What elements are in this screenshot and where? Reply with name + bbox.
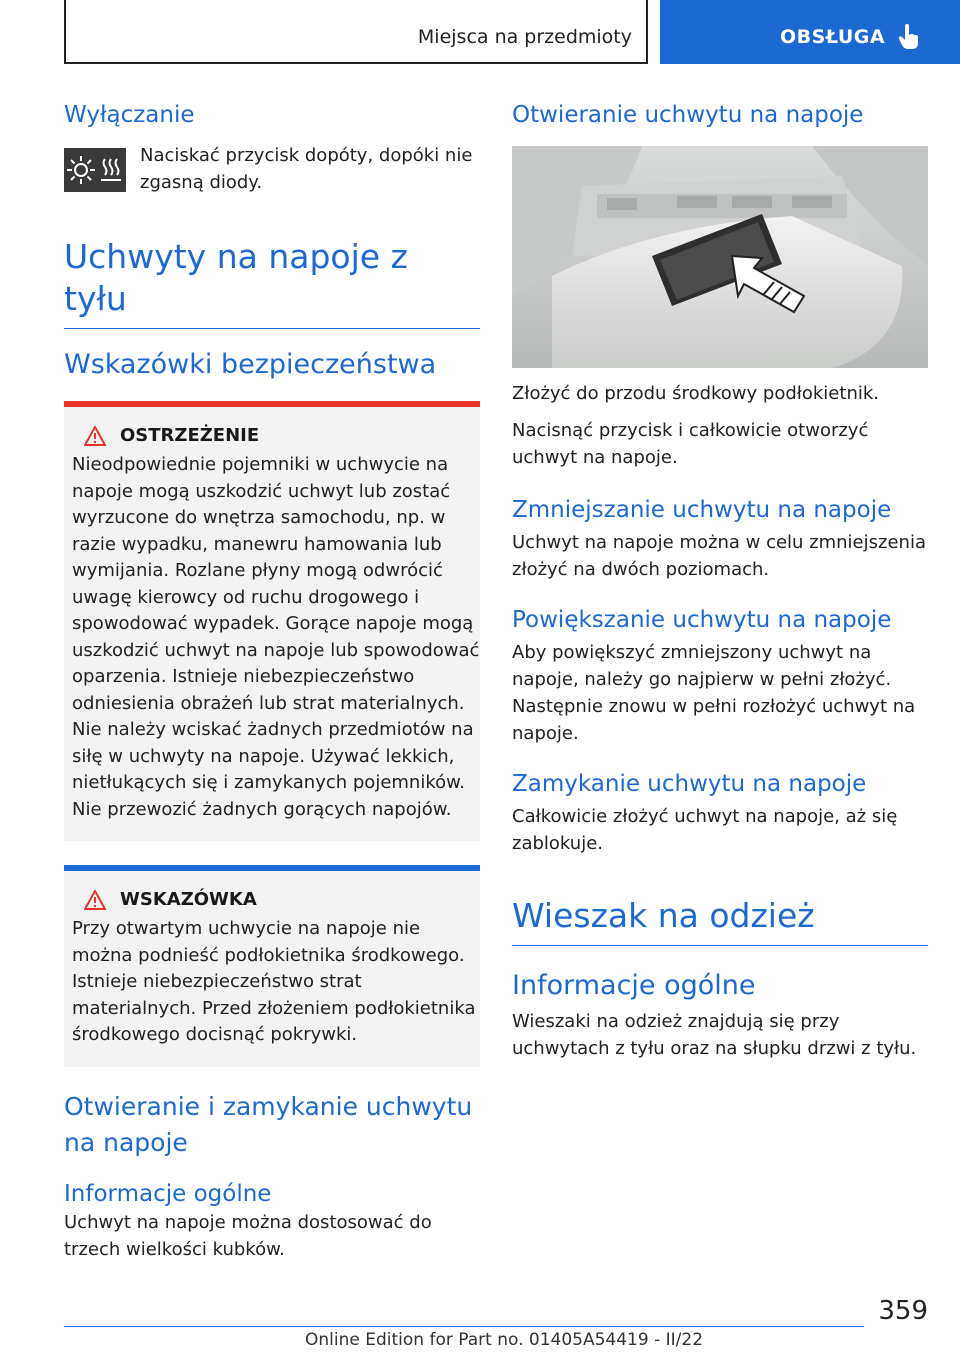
enlarge-text: Aby powiększyć zmniejszony uchwyt na napoje, należy go najpierw w pełni złożyć. Następnie znowu w pełni rozłożyć uchwyt na napoje.	[512, 642, 916, 744]
general-info-text: Uchwyt na napoje można dostosować do trzech wielkości kubków.	[64, 1211, 432, 1260]
reduce-heading: Zmniejszanie uchwytu na napoje	[512, 497, 892, 523]
warning-title: OSTRZEŻENIE	[120, 425, 260, 446]
header-section-title: Miejsca na przedmioty	[417, 26, 632, 48]
header-chapter-tab[interactable]	[660, 0, 960, 64]
note-box	[64, 865, 480, 1067]
page-number: 359	[878, 1296, 928, 1326]
warning-header	[72, 425, 480, 446]
open-cupholder-heading: Otwieranie uchwytu na napoje	[512, 102, 864, 128]
cupholders-rear-title: Uchwyty na napoje z tyłu	[64, 237, 408, 318]
left-column	[64, 100, 480, 1263]
warning-triangle-icon	[84, 890, 106, 910]
title-rule	[64, 328, 480, 329]
clothes-hanger-title: Wieszak na odzież	[512, 896, 815, 935]
note-header	[72, 889, 480, 910]
title-rule	[512, 945, 928, 946]
close-text: Całkowicie złożyć uchwyt na napoje, aż się zablokuje.	[512, 806, 898, 854]
safety-heading: Wskazówki bezpieczeństwa	[64, 349, 437, 380]
header-section-box	[64, 0, 648, 64]
open-close-heading: Otwieranie i zamykanie uchwytu na napoje	[64, 1091, 473, 1157]
general-info-heading: Informacje ogólne	[64, 1180, 272, 1207]
reduce-text: Uchwyt na napoje można w celu zmniejszenia złożyć na dwóch poziomach.	[512, 532, 926, 580]
pointing-hand-icon	[898, 24, 920, 50]
rear-window-defrost-icon	[64, 148, 126, 192]
hanger-info-heading: Informacje ogólne	[512, 970, 756, 1001]
switch-off-heading: Wyłączanie	[64, 102, 195, 128]
switch-off-row	[64, 142, 480, 196]
armrest-cupholder-photo	[512, 146, 928, 368]
footer-rule	[64, 1326, 864, 1327]
hanger-info-text: Wieszaki na odzież znajdują się przy uchwytach z tyłu oraz na słupku drzwi z tyłu.	[512, 1011, 917, 1059]
switch-off-text: Naciskać przycisk dopóty, dopóki nie zgasną diody.	[140, 145, 473, 193]
warning-triangle-icon	[84, 426, 106, 446]
note-text: Przy otwartym uchwycie na napoje nie można podnieść podłokietnika środkowego. Istnieje niebezpieczeństwo strat materialnych. Przed złożeniem podłokietnika środkowego docisnąć pokrywki.	[72, 918, 476, 1045]
header-chapter-label: OBSŁUGA	[780, 26, 886, 48]
right-column	[512, 100, 928, 1062]
enlarge-heading: Powiększanie uchwytu na napoje	[512, 607, 892, 633]
note-title: WSKAZÓWKA	[120, 889, 257, 910]
warning-box	[64, 401, 480, 841]
warning-text: Nieodpowiednie pojemniki w uchwycie na napoje mogą uszkodzić uchwyt lub zostać wyrzucone do wnętrza samochodu, np. w razie wypadku, manewru hamowania lub wymijania. Rozlane płyny mogą odwrócić uwagę kierowcy od ruchu drogowego i spowodować wypadek. Gorące napoje mogą uszkodzić uchwyt na napoje lub spowodować oparzenia. Istnieje niebezpieczeństwo odniesienia obrażeń lub strat materialnych. Nie należy wciskać żadnych przedmiotów na siłę w uchwyty na napoje. Używać lekkich, nietłukących się i zamykanych pojemników. Nie przewozić żadnych gorących napojów.	[72, 454, 480, 820]
step-press-button: Nacisnąć przycisk i całkowicie otworzyć uchwyt na napoje.	[512, 420, 869, 468]
footer-edition-text: Online Edition for Part no. 01405A54419 - II/22	[305, 1330, 704, 1350]
close-heading: Zamykanie uchwytu na napoje	[512, 771, 867, 797]
step-fold-armrest: Złożyć do przodu środkowy podłokietnik.	[512, 383, 879, 404]
